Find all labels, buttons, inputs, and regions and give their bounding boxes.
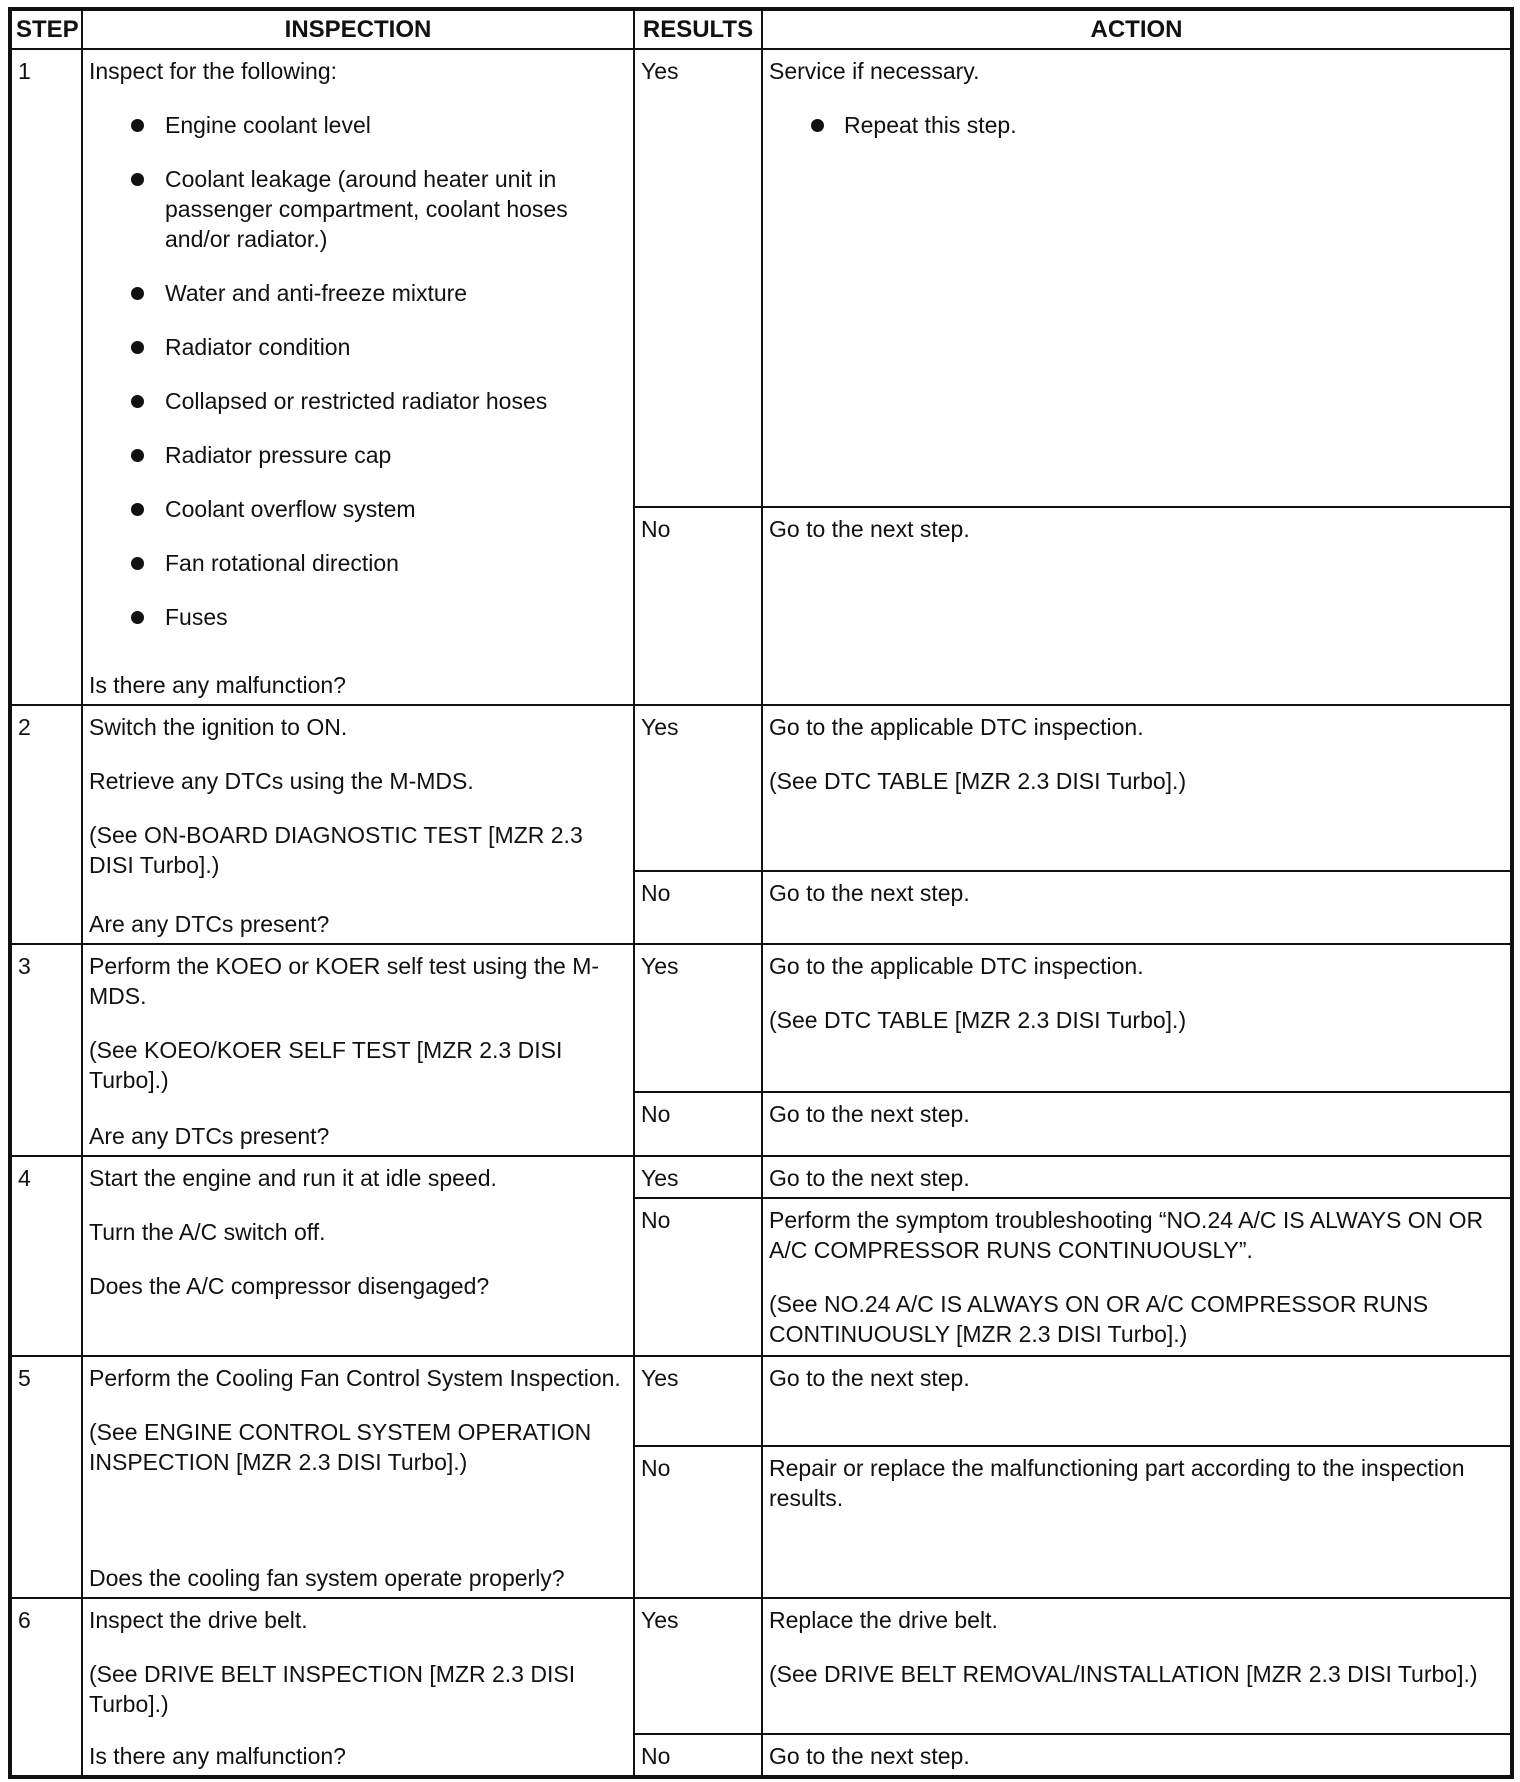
inspection-line: Perform the Cooling Fan Control System Inspection. xyxy=(89,1364,621,1391)
step-number: 6 xyxy=(10,1598,82,1777)
result-yes: Yes xyxy=(634,705,762,871)
result-yes: Yes xyxy=(634,1598,762,1734)
action-yes xyxy=(762,49,1512,507)
inspection-question: Are any DTCs present? xyxy=(89,1122,330,1149)
checklist-item: Coolant leakage (around heater unit in passenger compartment, coolant hoses and/or radiator.) xyxy=(89,164,627,254)
result-no: No xyxy=(634,507,762,705)
inspection-line: Start the engine and run it at idle speed. xyxy=(89,1164,497,1191)
inspection-question: Are any DTCs present? xyxy=(89,910,330,937)
action-no: Repair or replace the malfunctioning part according to the inspection results. xyxy=(762,1446,1512,1598)
step-5-inspection xyxy=(82,1356,634,1598)
step-number: 3 xyxy=(10,944,82,1156)
result-yes: Yes xyxy=(634,49,762,507)
inspection-line: Retrieve any DTCs using the M-MDS. xyxy=(89,768,474,795)
action-yes: Go to the next step. xyxy=(762,1356,1512,1446)
step-3-yes-row xyxy=(10,944,1512,1092)
result-no: No xyxy=(634,1446,762,1598)
inspection-reference: (See ON-BOARD DIAGNOSTIC TEST [MZR 2.3 DISI Turbo].) xyxy=(89,822,583,879)
step-2-inspection xyxy=(82,705,634,943)
result-yes: Yes xyxy=(634,1156,762,1198)
header-action: ACTION xyxy=(762,9,1512,49)
action-text: Service if necessary. xyxy=(769,58,980,85)
header-results: RESULTS xyxy=(634,9,762,49)
checklist-item: Radiator pressure cap xyxy=(89,440,627,470)
inspection-reference: (See ENGINE CONTROL SYSTEM OPERATION INSPECTION [MZR 2.3 DISI Turbo].) xyxy=(89,1418,592,1475)
action-text: Perform the symptom troubleshooting “NO.24 A/C IS ALWAYS ON OR A/C COMPRESSOR RUNS CONTINUOUSLY”. xyxy=(769,1206,1484,1263)
action-reference: (See NO.24 A/C IS ALWAYS ON OR A/C COMPRESSOR RUNS CONTINUOUSLY [MZR 2.3 DISI Turbo].) xyxy=(769,1290,1429,1347)
action-reference: (See DRIVE BELT REMOVAL/INSTALLATION [MZR 2.3 DISI Turbo].) xyxy=(769,1660,1478,1687)
step-number: 1 xyxy=(10,49,82,705)
step-6-inspection xyxy=(82,1598,634,1777)
checklist-item: Collapsed or restricted radiator hoses xyxy=(89,386,627,416)
action-bullet-list xyxy=(769,110,1504,140)
inspection-intro: Inspect for the following: xyxy=(89,58,338,85)
result-no: No xyxy=(634,1092,762,1156)
checklist-item: Water and anti-freeze mixture xyxy=(89,278,627,308)
step-4-inspection xyxy=(82,1156,634,1356)
inspection-line: Perform the KOEO or KOER self test using the M-MDS. xyxy=(89,952,600,1009)
header-inspection: INSPECTION xyxy=(82,9,634,49)
diagnostic-table xyxy=(8,7,1514,1779)
action-yes xyxy=(762,944,1512,1092)
inspection-question: Does the A/C compressor disengaged? xyxy=(89,1272,490,1299)
action-reference: (See DTC TABLE [MZR 2.3 DISI Turbo].) xyxy=(769,1006,1187,1033)
step-1-inspection xyxy=(82,49,634,705)
result-no: No xyxy=(634,1198,762,1356)
result-no: No xyxy=(634,1734,762,1777)
inspection-checklist xyxy=(89,110,627,632)
step-number: 4 xyxy=(10,1156,82,1356)
result-yes: Yes xyxy=(634,944,762,1092)
step-4-yes-row xyxy=(10,1156,1512,1198)
inspection-question: Is there any malfunction? xyxy=(89,672,346,699)
action-text: Replace the drive belt. xyxy=(769,1606,998,1633)
action-no: Go to the next step. xyxy=(762,507,1512,705)
step-5-yes-row xyxy=(10,1356,1512,1446)
step-number: 5 xyxy=(10,1356,82,1598)
checklist-item: Fuses xyxy=(89,602,627,632)
result-yes: Yes xyxy=(634,1356,762,1446)
action-yes: Go to the next step. xyxy=(762,1156,1512,1198)
step-3-inspection xyxy=(82,944,634,1156)
step-1-yes-row xyxy=(10,49,1512,507)
inspection-line: Inspect the drive belt. xyxy=(89,1606,308,1633)
action-reference: (See DTC TABLE [MZR 2.3 DISI Turbo].) xyxy=(769,768,1187,795)
action-text: Go to the applicable DTC inspection. xyxy=(769,952,1144,979)
inspection-line: Switch the ignition to ON. xyxy=(89,714,348,741)
inspection-question: Is there any malfunction? xyxy=(89,1743,346,1769)
header-step: STEP xyxy=(10,9,82,49)
checklist-item: Fan rotational direction xyxy=(89,548,627,578)
action-no: Go to the next step. xyxy=(762,1092,1512,1156)
action-text: Go to the applicable DTC inspection. xyxy=(769,714,1144,741)
action-no xyxy=(762,1198,1512,1356)
action-yes xyxy=(762,1598,1512,1734)
inspection-question: Does the cooling fan system operate properly? xyxy=(89,1564,565,1591)
step-2-yes-row xyxy=(10,705,1512,871)
diagnostic-table-container xyxy=(8,7,1514,1779)
step-6-yes-row xyxy=(10,1598,1512,1734)
action-no: Go to the next step. xyxy=(762,871,1512,943)
inspection-reference: (See DRIVE BELT INSPECTION [MZR 2.3 DISI Turbo].) xyxy=(89,1660,576,1717)
checklist-item: Coolant overflow system xyxy=(89,494,627,524)
header-row xyxy=(10,9,1512,49)
result-no: No xyxy=(634,871,762,943)
action-no: Go to the next step. xyxy=(762,1734,1512,1777)
action-bullet: Repeat this step. xyxy=(769,110,1504,140)
checklist-item: Radiator condition xyxy=(89,332,627,362)
step-number: 2 xyxy=(10,705,82,943)
checklist-item: Engine coolant level xyxy=(89,110,627,140)
action-yes xyxy=(762,705,1512,871)
inspection-reference: (See KOEO/KOER SELF TEST [MZR 2.3 DISI Turbo].) xyxy=(89,1036,563,1093)
inspection-line: Turn the A/C switch off. xyxy=(89,1218,326,1245)
